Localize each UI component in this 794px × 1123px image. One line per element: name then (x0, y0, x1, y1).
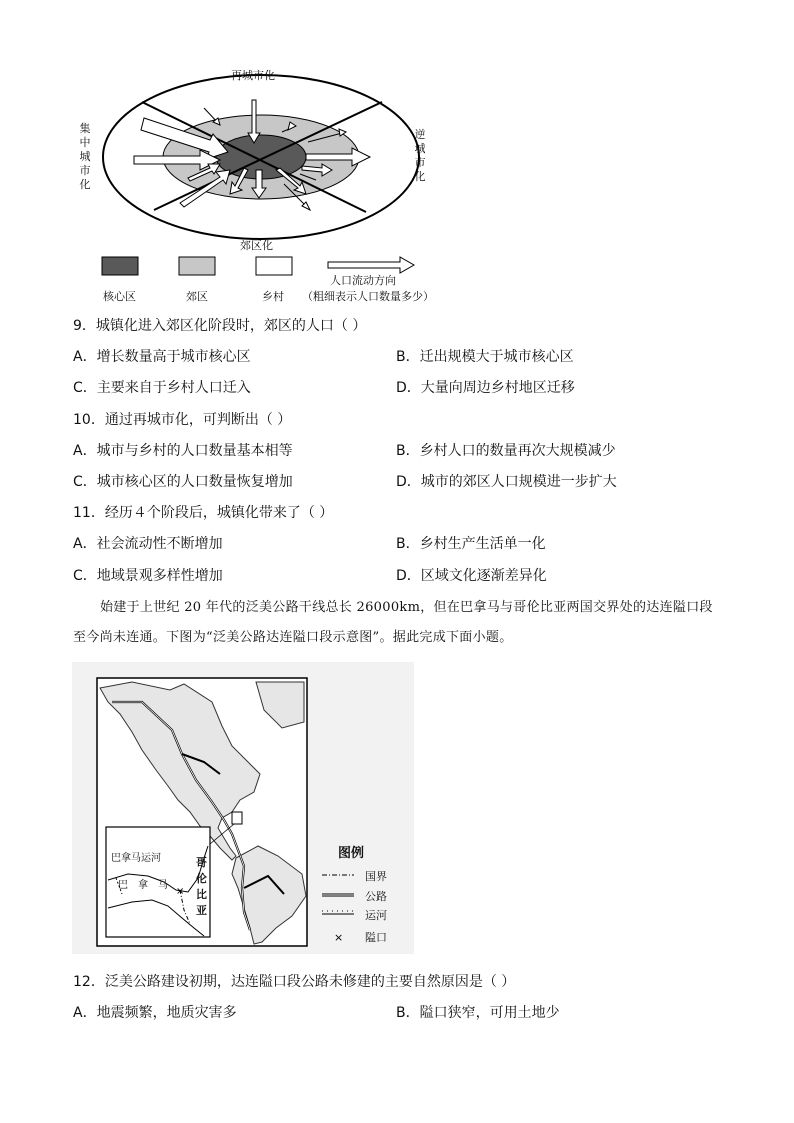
question-12-stem: 12．泛美公路建设初期，达连隘口段公路未修建的主要自然原因是（ ） (73, 974, 516, 990)
question-10-option-a[interactable]: A．城市与乡村的人口数量基本相等 (73, 443, 293, 459)
question-11-option-c[interactable]: C．地域景观多样性增加 (73, 568, 223, 584)
inset-label-canal: 巴拿马运河 (111, 853, 161, 864)
map-legend-border: 国界 (365, 870, 387, 883)
question-10-stem: 10．通过再城市化，可判断出（ ） (73, 412, 292, 428)
inset-gap-marker: × (176, 886, 185, 897)
legend-core-swatch (102, 257, 138, 275)
legend-rural-label: 乡村 (262, 290, 284, 303)
label-counterurbanization: 逆城市化 (414, 128, 426, 183)
question-10-option-d[interactable]: D．城市的郊区人口规模进一步扩大 (396, 474, 617, 490)
label-suburbanization: 郊区化 (240, 239, 273, 252)
question-11-option-d[interactable]: D．区域文化逐渐差异化 (396, 568, 547, 584)
label-concentration: 集中城市化 (79, 122, 91, 191)
legend-arrow-note: （粗细表示人口数量多少） (302, 290, 434, 303)
question-12-option-a[interactable]: A．地震频繁，地质灾害多 (73, 1005, 237, 1021)
question-9-option-d[interactable]: D．大量向周边乡村地区迁移 (396, 380, 575, 396)
panamerican-map-figure (72, 662, 414, 954)
legend-suburb-swatch (179, 257, 215, 275)
question-9-option-a[interactable]: A．增长数量高于城市核心区 (73, 349, 251, 365)
question-10-option-b[interactable]: B．乡村人口的数量再次大规模减少 (396, 443, 616, 459)
question-9-option-b[interactable]: B．迁出规模大于城市核心区 (396, 349, 574, 365)
inset-label-panama: 巴拿马 (118, 880, 178, 891)
legend-arrow-icon (328, 257, 414, 273)
panamerican-map (72, 662, 414, 954)
legend-rural-swatch (256, 257, 292, 275)
map-legend-canal: 运河 (365, 909, 387, 922)
question-11-option-a[interactable]: A．社会流动性不断增加 (73, 536, 223, 552)
question-11-stem: 11．经历４个阶段后，城镇化带来了（ ） (73, 505, 334, 521)
question-9-stem: 9．城镇化进入郊区化阶段时，郊区的人口（ ） (73, 318, 367, 334)
label-reurbanization: 再城市化 (231, 69, 275, 82)
passage-line-2: 至今尚未连通。下图为“泛美公路达连隘口段示意图”。据此完成下面小题。 (73, 630, 513, 645)
question-9-option-c[interactable]: C．主要来自于乡村人口迁入 (73, 380, 251, 396)
map-legend-highway: 公路 (365, 890, 387, 903)
legend-suburb-label: 郊区 (186, 290, 208, 303)
legend-gap-symbol: × (334, 931, 344, 944)
question-11-option-b[interactable]: B．乡村生产生活单一化 (396, 536, 546, 552)
map-legend-title: 图例 (338, 846, 365, 861)
legend-core-label: 核心区 (103, 290, 136, 303)
question-12-option-b[interactable]: B．隘口狭窄，可用土地少 (396, 1005, 560, 1021)
passage-line-1: 始建于上世纪 20 年代的泛美公路干线总长 26000km，但在巴拿马与哥伦比亚两国交界处的达连隘口段 (100, 600, 713, 615)
legend-arrow-title: 人口流动方向 (330, 274, 396, 287)
question-10-option-c[interactable]: C．城市核心区的人口数量恢复增加 (73, 474, 293, 490)
map-legend-gap: 隘口 (365, 931, 387, 944)
inset-label-colombia: 哥伦比亚 (196, 856, 207, 917)
